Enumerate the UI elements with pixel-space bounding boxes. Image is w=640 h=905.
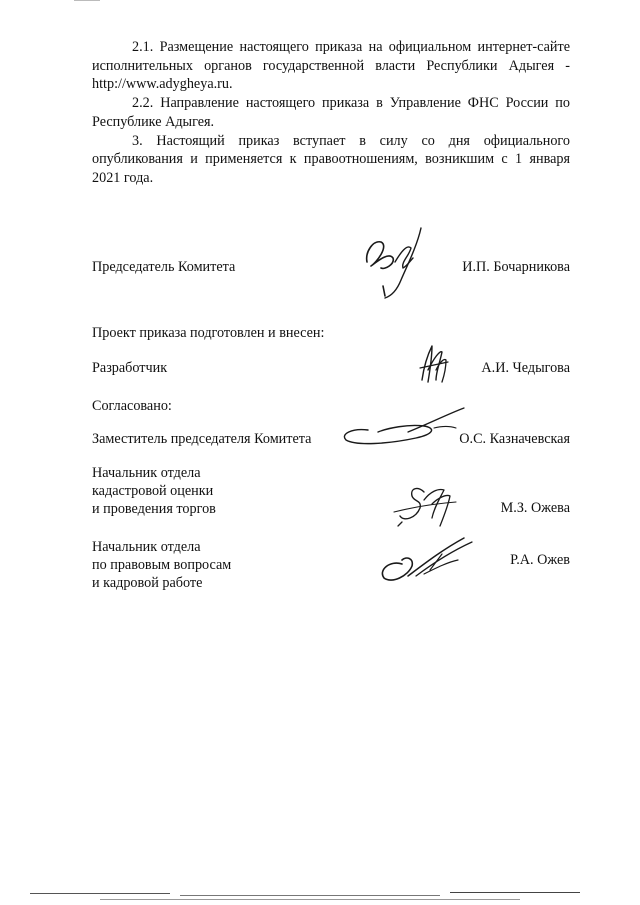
- legal-head-title-line-1: Начальник отдела: [92, 539, 201, 555]
- document-body: [92, 38, 570, 188]
- cadastral-head-title-line-3: и проведения торгов: [92, 501, 216, 517]
- legal-head-signature: [372, 530, 482, 590]
- cadastral-head-name: М.З. Ожева: [500, 500, 570, 516]
- paragraph-2-1: 2.1. Размещение настоящего приказа на официальном интернет-сайте исполнительных органов государственной власти Республики Адыгея - http://www.adygheya.ru.: [92, 39, 570, 93]
- developer-signature-row: [92, 360, 570, 380]
- legal-head-title-line-2: по правовым вопросам: [92, 557, 232, 573]
- deputy-name: О.С. Казначевская: [459, 431, 570, 447]
- deputy-signature: [338, 404, 468, 450]
- prepared-note: Проект приказа подготовлен и внесен:: [92, 325, 325, 341]
- developer-title: Разработчик: [92, 360, 168, 376]
- agreed-label: Согласовано:: [92, 398, 172, 414]
- paragraph-2-2: 2.2. Направление настоящего приказа в Управление ФНС России по Республике Адыгея.: [92, 95, 570, 130]
- scan-artifact-top: [74, 0, 100, 1]
- deputy-title: Заместитель председателя Комитета: [92, 431, 312, 447]
- chairman-title: Председатель Комитета: [92, 259, 236, 275]
- legal-head-title: [92, 538, 231, 592]
- cadastral-head-title: [92, 464, 216, 518]
- developer-signature: [414, 340, 454, 386]
- legal-head-name: Р.А. Ожев: [510, 552, 570, 568]
- cadastral-head-title-line-1: Начальник отдела: [92, 465, 201, 481]
- legal-head-title-line-3: и кадровой работе: [92, 575, 203, 591]
- deputy-signature-row: [92, 431, 570, 451]
- scan-artifact-bottom-2: [180, 895, 440, 896]
- scan-artifact-bottom-3: [450, 892, 580, 893]
- chairman-signature: [355, 222, 435, 302]
- developer-name: А.И. Чедыгова: [481, 360, 570, 376]
- cadastral-head-title-line-2: кадастровой оценки: [92, 483, 214, 499]
- scan-artifact-bottom-4: [100, 899, 520, 900]
- cadastral-head-signature: [390, 478, 460, 534]
- paragraph-3: 3. Настоящий приказ вступает в силу со дня официального опубликования и применяется к правоотношениям, возникшим с 1 января 2021 года.: [92, 132, 570, 186]
- scan-artifact-bottom-1: [30, 893, 170, 894]
- chairman-name: И.П. Бочарникова: [462, 259, 570, 275]
- chairman-signature-row: [92, 259, 570, 279]
